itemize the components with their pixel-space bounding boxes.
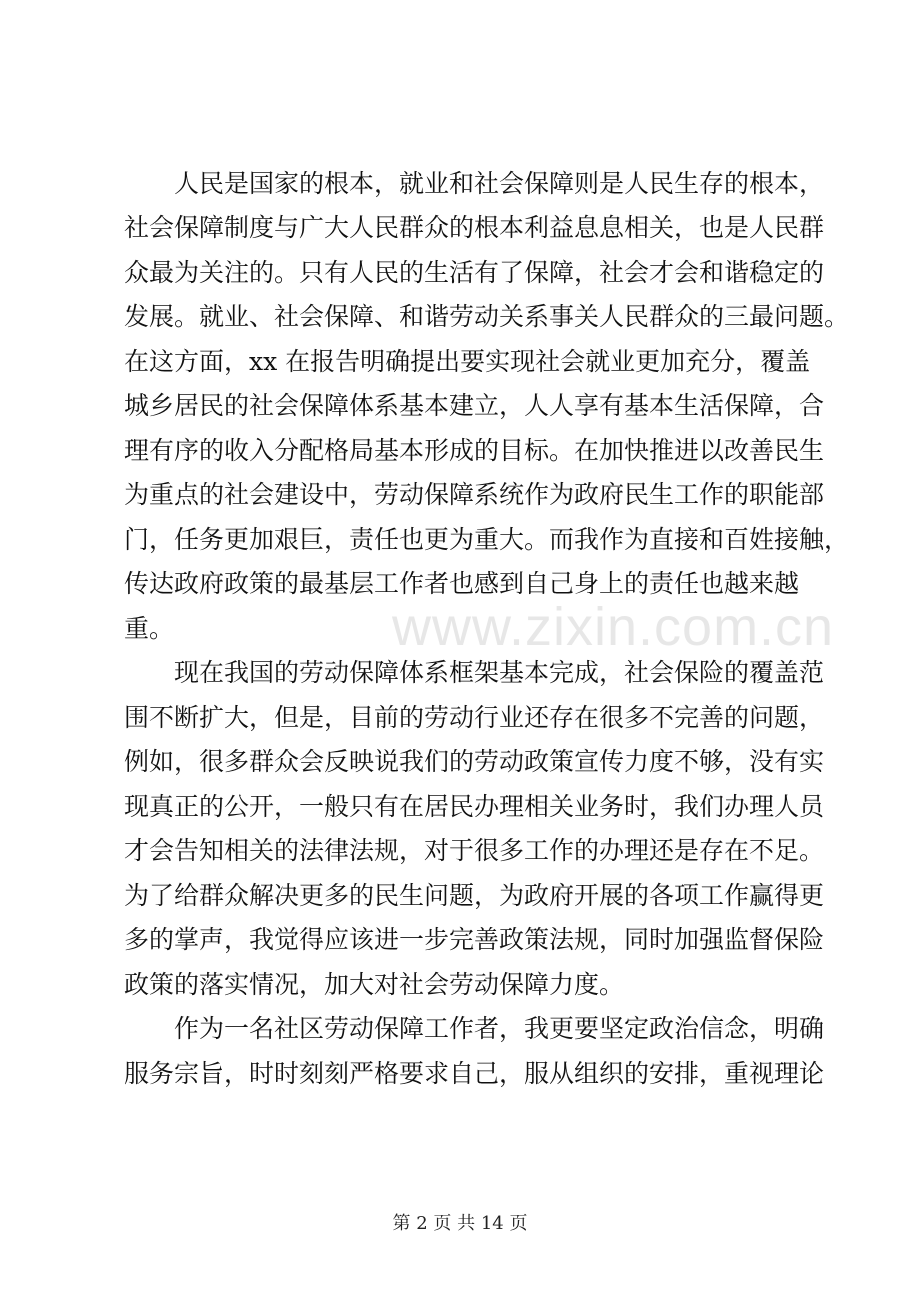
paragraph-1-line-3: 众最为关注的。只有人民的生活有了保障，社会才会和谐稳定的: [124, 258, 825, 287]
paragraph-3-line-2: 服务宗旨，时时刻刻严格要求自己，服从组织的安排，重视理论: [124, 1059, 825, 1088]
watermark: www.zixin.com.cn: [392, 597, 835, 657]
paragraph-1-line-11: 重。: [124, 614, 175, 643]
paragraph-1-line-5: 在这方面，xx 在报告明确提出要实现社会就业更加充分，覆盖: [124, 347, 811, 376]
paragraph-1-line-8: 为重点的社会建设中，劳动保障系统作为政府民生工作的职能部: [124, 480, 825, 509]
paragraph-2-line-5: 才会告知相关的法律法规，对于很多工作的办理还是存在不足。: [124, 836, 825, 865]
paragraph-1-line-2: 社会保障制度与广大人民群众的根本利益息息相关，也是人民群: [124, 213, 825, 242]
paragraph-1-line-6: 城乡居民的社会保障体系基本建立，人人享有基本生活保障，合: [124, 391, 825, 420]
paragraph-2-line-7: 多的掌声，我觉得应该进一步完善政策法规，同时加强监督保险: [124, 925, 825, 954]
paragraph-1-line-10: 传达政府政策的最基层工作者也感到自己身上的责任也越来越: [124, 569, 800, 598]
paragraph-1-line-9: 门，任务更加艰巨，责任也更为重大。而我作为直接和百姓接触，: [124, 525, 850, 554]
paragraph-3-line-1: 作为一名社区劳动保障工作者，我更要坚定政治信念，明确: [174, 1014, 825, 1043]
paragraph-2-line-1: 现在我国的劳动保障体系框架基本完成，社会保险的覆盖范: [174, 658, 825, 687]
paragraph-1-line-4: 发展。就业、社会保障、和谐劳动关系事关人民群众的三最问题。: [124, 302, 850, 331]
paragraph-1-line-1: 人民是国家的根本，就业和社会保障则是人民生存的根本，: [174, 169, 825, 198]
paragraph-2-line-2: 围不断扩大，但是，目前的劳动行业还存在很多不完善的问题，: [124, 703, 825, 732]
paragraph-2-line-3: 例如，很多群众会反映说我们的劳动政策宣传力度不够，没有实: [124, 747, 825, 776]
paragraph-1-line-7: 理有序的收入分配格局基本形成的目标。在加快推进以改善民生: [124, 436, 825, 465]
paragraph-2-line-8: 政策的落实情况，加大对社会劳动保障力度。: [124, 970, 625, 999]
page-footer: 第 2 页 共 14 页: [392, 1213, 528, 1234]
paragraph-2-line-6: 为了给群众解决更多的民生问题，为政府开展的各项工作赢得更: [124, 881, 825, 910]
paragraph-2-line-4: 现真正的公开，一般只有在居民办理相关业务时，我们办理人员: [124, 792, 825, 821]
